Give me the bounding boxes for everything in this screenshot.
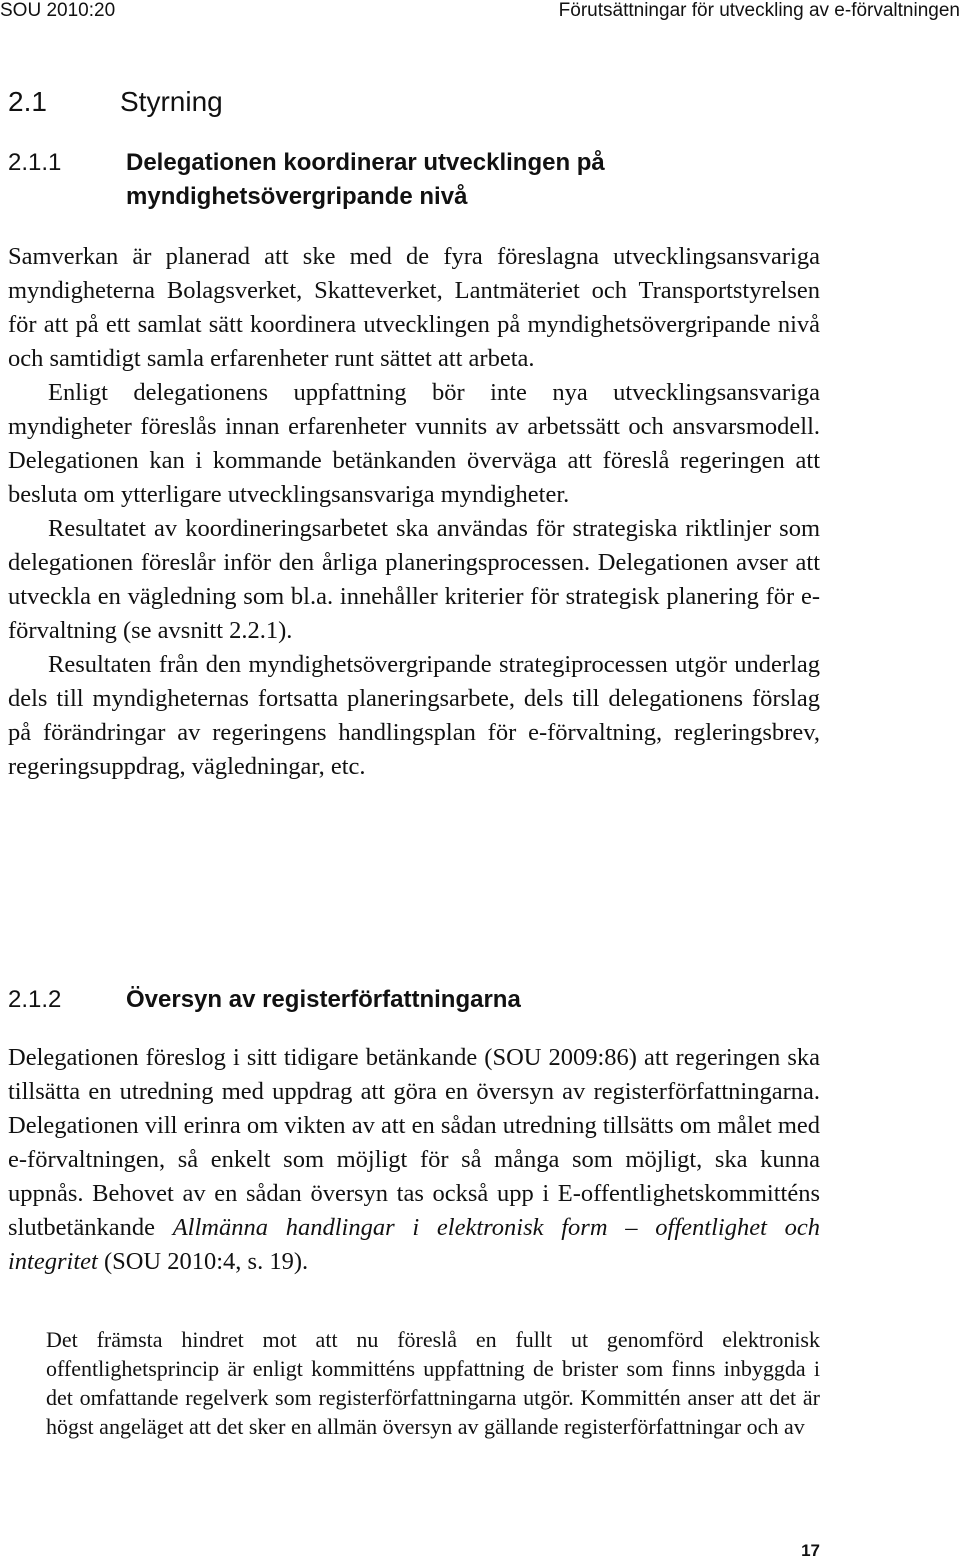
paragraph xyxy=(8,1041,820,1279)
subsection-number: 2.1.1 xyxy=(8,149,62,176)
subsection-title: Översyn av registerförfattningarna xyxy=(126,986,521,1013)
section-heading xyxy=(8,86,223,118)
paragraph-citation: (SOU 2010:4, s. 19). xyxy=(97,1248,309,1275)
subsection-heading-1 xyxy=(8,146,768,214)
section-title: Styrning xyxy=(120,86,223,117)
subsection-title: Delegationen koordinerar utvecklingen på myndighetsövergripande nivå xyxy=(126,149,605,210)
section-number: 2.1 xyxy=(8,86,47,117)
paragraph: Resultaten från den myndighetsövergripande strategiprocessen utgör underlag dels till myndigheternas fortsatta planeringsarbete, dels till delegationens förslag på förändringar av regeringens handlingsplan för e-förvaltning, regleringsbrev, regeringsuppdrag, vägledningar, etc. xyxy=(8,651,820,780)
block-quote xyxy=(46,1325,820,1441)
page-number: 17 xyxy=(801,1541,820,1560)
paragraph-text: Delegationen föreslog i sitt tidigare betänkande (SOU 2009:86) att regeringen ska tillsätta en utredning med uppdrag att göra en översyn av registerförfattningarna. Delegationen vill erinra om vikten av att en sådan utredning tillsätts om målet med e-förvaltningen, så enkelt som möjligt för så många som möjligt, ska kunna uppnås. Behovet av en sådan översyn tas också upp i E-offentlighetskommitténs slutbetänkande xyxy=(8,1044,820,1241)
subsection-1-body xyxy=(8,240,820,784)
quote-text: Det främsta hindret mot att nu föreslå en fullt ut genomförd elektronisk offentlighetsprincip är enligt kommitténs uppfattning de brister som finns inbyggda i det omfattande regelverk som registerförfattningarna utgör. Kommittén anser att det är högst angeläget att det sker en allmän översyn av gällande registerförfattningar och av xyxy=(46,1327,820,1439)
paragraph: Enligt delegationens uppfattning bör inte nya utvecklingsansvariga myndigheter föreslås innan erfarenheter vunnits av arbetssätt och ansvarsmodell. Delegationen kan i kommande betänkanden överväga att föreslå regeringen att besluta om ytterligare utvecklingsansvariga myndigheter. xyxy=(8,379,820,508)
running-header-right: Förutsättningar för utveckling av e-förvaltningen xyxy=(558,0,960,21)
subsection-heading-2 xyxy=(8,983,908,1017)
report-title: Allmänna handlingar i elektronisk form – offentlighet och integritet xyxy=(8,1214,820,1275)
running-header-left: SOU 2010:20 xyxy=(0,0,116,21)
subsection-number: 2.1.2 xyxy=(8,986,62,1013)
subsection-2-body xyxy=(8,1041,820,1279)
paragraph: Resultatet av koordineringsarbetet ska användas för strategiska riktlinjer som delegationen föreslår inför den årliga planeringsprocessen. Delegationen avser att utveckla en vägledning som bl.a. innehåller kriterier för strategisk planering för e-förvaltning (se avsnitt 2.2.1). xyxy=(8,515,820,644)
paragraph: Samverkan är planerad att ske med de fyra föreslagna utvecklingsansvariga myndigheterna Bolagsverket, Skatteverket, Lantmäteriet och Transportstyrelsen för att på ett samlat sätt koordinera utvecklingen på myndighetsövergripande nivå och samtidigt samla erfarenheter runt sättet att arbeta. xyxy=(8,243,820,372)
